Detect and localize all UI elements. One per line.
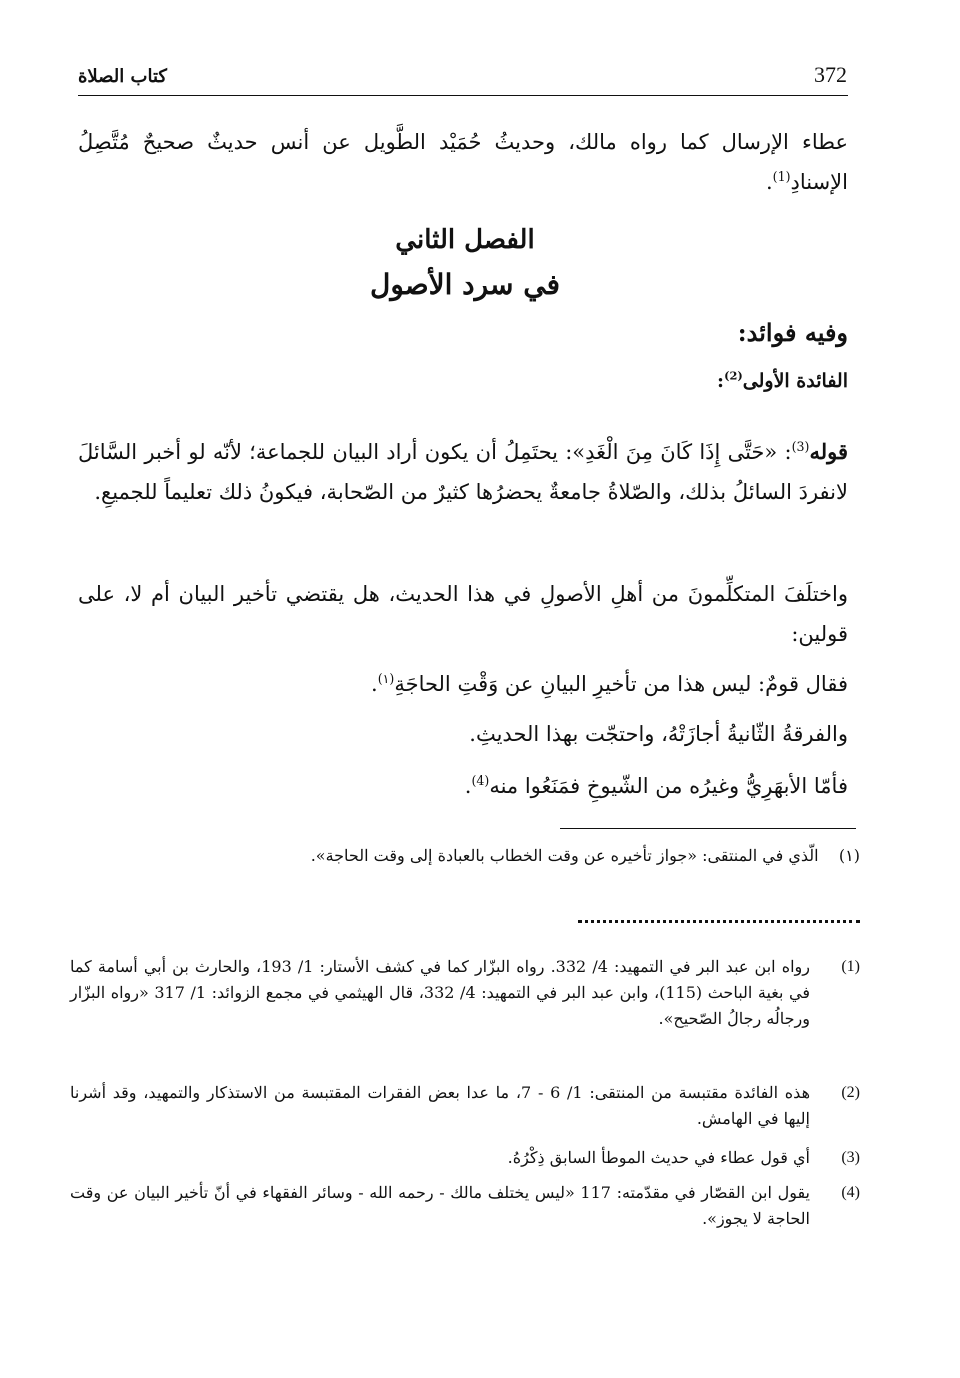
footnote-3-text: أي قول عطاء في حديث الموطأ السابق ذِكْرُهُ.	[507, 1148, 810, 1167]
page-header	[78, 56, 848, 94]
paragraph-3: واختلَفَ المتكلِّمونَ من أهلِ الأصولِ في هذا الحديث، هل يقتضي تأخير البيان أم لا، على قولين:	[78, 582, 848, 646]
opinion-line-2: والفرقةُ الثّانيةُ أجازَتْهُ، واحتجّت بهذا الحديثِ.	[469, 722, 848, 746]
benefit-heading-colon: :	[717, 370, 725, 392]
footnote-1-number: (1)	[841, 958, 860, 975]
inline-note-ref: (١)	[377, 671, 395, 686]
opinion-line-3: فأمّا الأبهَرِيُّ وغيرُه من الشّيوخِ فمَنَعُوا منه$^{(4)}$.	[464, 773, 848, 798]
footnote-4	[70, 1180, 860, 1232]
page-number: 372	[814, 62, 847, 87]
benefit-heading	[717, 370, 848, 392]
footnote-ref-3: (3)	[791, 439, 810, 454]
footnote-1	[70, 954, 860, 1032]
paragraph-2-lead: قوله	[809, 439, 848, 464]
footnote-4-number: (4)	[841, 1184, 860, 1201]
section-heading: وفيه فوائد:	[737, 318, 848, 347]
footnote-ref-1: (1)	[772, 169, 791, 184]
footnote-separator	[578, 920, 860, 923]
opinion-line-3-text: فأمّا الأبهَرِيُّ وغيرُه من الشّيوخِ فمَنَعُوا منه	[489, 774, 848, 798]
running-title: كتاب الصلاة	[78, 66, 167, 87]
inline-note-rule	[560, 828, 856, 829]
opinion-line-1: فقال قومٌ: ليس هذا من تأخيرِ البيانِ عن وَقْتِ الحاجَةِ$^{(١)}$.	[371, 671, 848, 696]
inline-note-text: الّذي في المنتقى: «جواز تأخيره عن وقت الخطاب بالعبادة إلى وقت الحاجة».	[310, 846, 819, 865]
footnote-ref-4: (4)	[471, 773, 490, 788]
inline-note-number: (١)	[838, 846, 860, 865]
footnote-3-number: (3)	[841, 1149, 860, 1166]
footnote-2-text: هذه الفائدة مقتبسة من المنتقى: 1/ 6 - 7، ما عدا بعض الفقرات المقتبسة من الاستذكار والتمهيد، وقد أشرنا إليها في الهامش.	[70, 1083, 811, 1128]
footnote-2-number: (2)	[841, 1084, 860, 1101]
paragraph-2	[78, 432, 848, 512]
footnote-4-text: يقول ابن القصّار في مقدّمته: 117 «ليس يختلف مالك - رحمه الله - وسائر الفقهاء في أنّ تأخير البيان عن وقت الحاجة لا يجوز».	[70, 1183, 810, 1228]
footnote-ref-2: (2)	[724, 368, 743, 383]
paragraph-1: عطاء الإرسال كما رواه مالك، وحديثُ حُمَيْد الطَّويل عن أنس حديثٌ صحيحٌ مُتَّصِلُ الإسنادِ$^{(1)}$.	[78, 130, 848, 194]
header-rule	[78, 95, 848, 96]
footnote-2	[70, 1080, 860, 1132]
footnote-1-text: رواه ابن عبد البر في التمهيد: 4/ 332. رواه البزّار كما في كشف الأستار: 1/ 193، والحارث بن أبي أسامة كما في بغية الباحث (115)، وابن عبد البر في التمهيد: 4/ 332، قال الهيثمي في مجمع الزوائد: 1/ 317 «رواه البزّار ورجالُه رجالُ الصّحيح».	[70, 957, 811, 1028]
chapter-subtitle: في سرد الأصول	[370, 268, 560, 301]
chapter-title: الفصل الثاني	[395, 225, 535, 255]
paragraph-1-text: عطاء الإرسال كما رواه مالك، وحديثُ حُمَيْد الطَّويل عن أنس حديثٌ صحيحٌ مُتَّصِلُ الإسنادِ	[78, 130, 848, 194]
inline-note	[220, 846, 860, 865]
opinion-line-1-text: فقال قومٌ: ليس هذا من تأخيرِ البيانِ عن وَقْتِ الحاجَةِ	[394, 672, 848, 696]
benefit-heading-text: الفائدة الأولى	[742, 370, 848, 392]
paragraph-2-text: : «حَتَّى إِذَا كَانَ مِنَ الْغَدِ»: يحتَمِلُ أن يكون أراد البيان للجماعة؛ لأنّه لو أخبر السَّائلَ لانفردَ السائلُ بذلك، والصّلاةُ جامعةٌ يحضرُها كثيرٌ من الصّحابة، فيكونُ ذلك تعليماً للجميعِ.	[78, 440, 848, 504]
footnote-3	[70, 1145, 860, 1171]
